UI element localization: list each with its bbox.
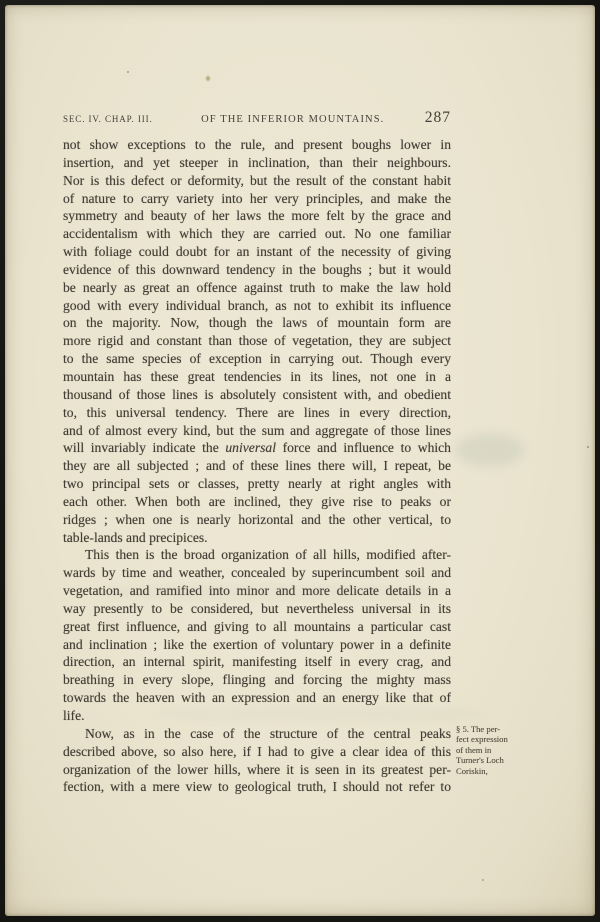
text-line: great first influence, and giving to all mountains a particular cast (63, 618, 451, 634)
running-head (63, 109, 451, 127)
page-body (63, 136, 451, 796)
text-line: will invariably indicate the universal force and influence to which (63, 440, 451, 456)
paper-speck (127, 71, 129, 73)
text-line: and inclination ; like the exertion of voluntary power in a definite (63, 636, 451, 652)
text-line: life. (63, 708, 85, 723)
margin-note-line: fect expression (456, 734, 508, 745)
text-line: breathing in every slope, flinging and forcing the mighty mass (63, 672, 451, 688)
text-line: they are all subjected ; and of these lines there will, I repeat, be (63, 458, 451, 474)
text-line: on the majority. Now, though the laws of mountain form are (63, 315, 451, 331)
text-line: organization of the lower hills, where it is seen in its greatest per- (63, 761, 451, 777)
text-line: mountain has these great tendencies in its lines, not one in a (63, 368, 451, 384)
margin-note-line: Coriskin, (456, 765, 488, 776)
text-line: wards by time and weather, concealed by superincumbent soil and (63, 565, 451, 581)
text-line: two principal sets or classes, pretty nearly at right angles with (63, 476, 451, 492)
text-line: be nearly as great an offence against truth to make the law hold (63, 279, 451, 295)
text-line: each other. When both are inclined, they give rise to peaks or (63, 493, 451, 509)
text-line: Nor is this defect or deformity, but the result of the constant habit (63, 172, 451, 188)
text-line: described above, so also here, if I had to give a clear idea of this (63, 743, 451, 759)
page-number: 287 (424, 109, 451, 126)
paper-speck (206, 76, 210, 81)
text-line: table-lands and precipices. (63, 529, 208, 545)
section-chapter-label: SEC. IV. CHAP. III. (63, 114, 153, 124)
paper-speck (482, 879, 484, 881)
margin-note (456, 724, 522, 776)
text-line: evidence of this downward tendency in the boughs ; but it would (63, 261, 451, 277)
margin-note-line: § 5. The per- (456, 724, 501, 734)
text-line: and of almost every kind, but the sum and aggregate of those lines (63, 422, 451, 438)
paper-speck (587, 446, 589, 448)
text-line: of nature to carry variety into her very principles, and make the (63, 190, 451, 206)
text-line: symmetry and beauty of her laws the more felt by the grace and (63, 208, 451, 224)
text-line: not show exceptions to the rule, and present boughs lower in (63, 137, 451, 152)
margin-note-line: Turner's Loch (456, 755, 504, 766)
margin-note-line: of them in (456, 744, 492, 755)
text-line: with foliage could doubt for an instant of the necessity of giving (63, 244, 451, 260)
text-line: to the same species of exception in carrying out. Though every (63, 351, 451, 367)
text-line: more rigid and constant than those of vegetation, they are subject (63, 333, 451, 349)
text-line: fection, with a mere view to geological truth, I should not refer to (63, 779, 451, 795)
running-title: OF THE INFERIOR MOUNTAINS. (201, 114, 385, 125)
text-line: accidentalism with which they are carried out. No one familiar (63, 226, 451, 242)
text-line: thousand of those lines is absolutely consistent with, and obedient (63, 386, 451, 402)
text-line: way presently to be considered, but nevertheless universal in its (63, 600, 451, 616)
text-line: good with every individual branch, as not to exhibit its influence (63, 297, 451, 313)
text-line: towards the heaven with an expression and an energy like that of (63, 690, 451, 706)
text-line: vegetation, and ramified into minor and more delicate details in a (63, 583, 451, 599)
text-line: ridges ; when one is nearly horizontal and the other vertical, to (63, 511, 451, 527)
paper-sheet (5, 5, 595, 916)
text-line: insertion, and yet steeper in inclination, than their neighbours. (63, 154, 451, 170)
bleed-through-smudge (455, 433, 525, 467)
text-line: This then is the broad organization of all hills, modified after- (85, 547, 451, 563)
text-line: Now, as in the case of the structure of the central peaks (85, 725, 451, 741)
text-line: direction, an internal spirit, manifesting itself in every crag, and (63, 654, 451, 670)
text-line: to, this universal tendency. There are lines in every direction, (63, 404, 451, 420)
